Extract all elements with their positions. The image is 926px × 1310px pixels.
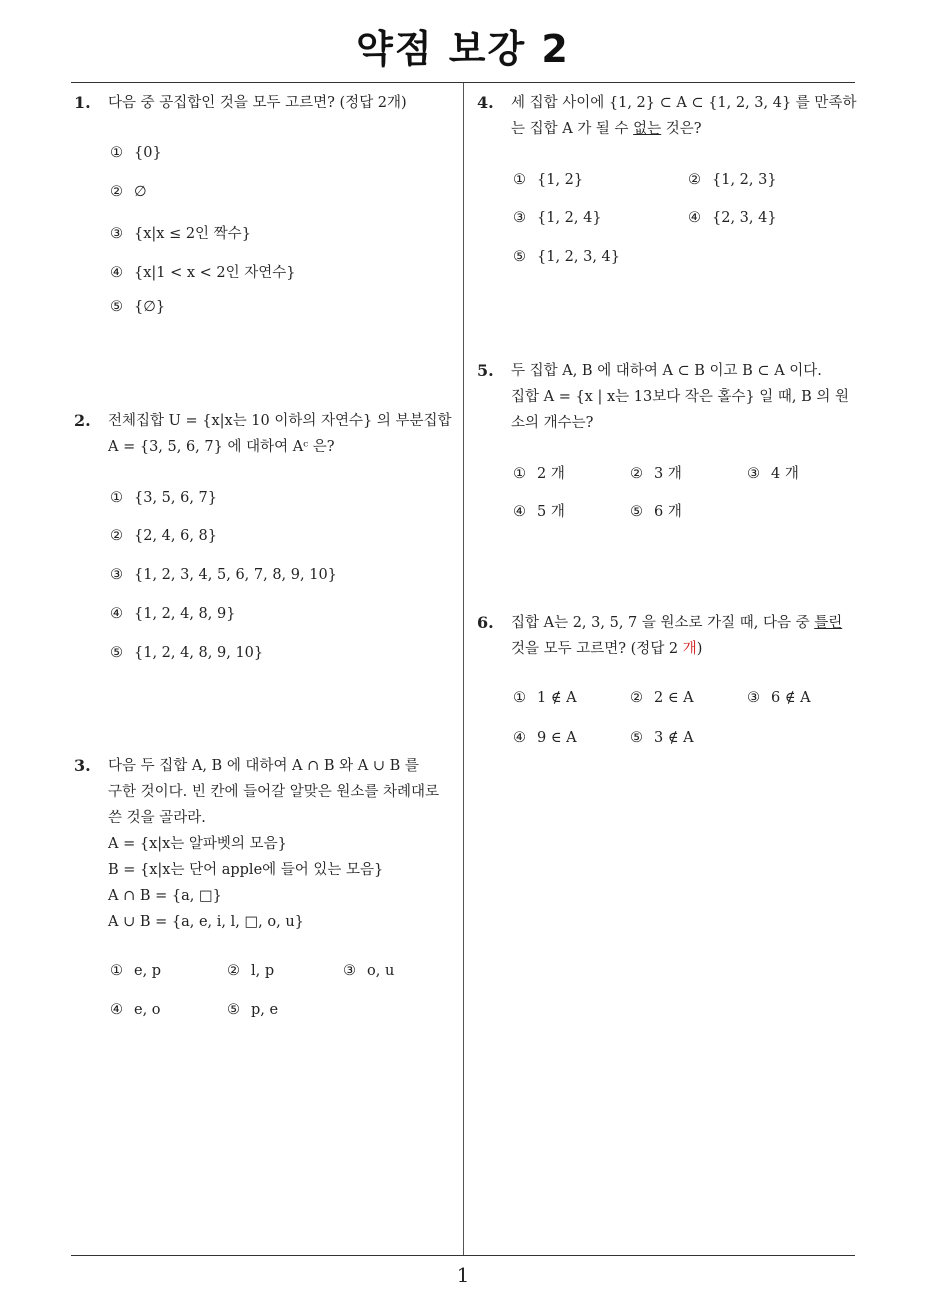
- option-1[interactable]: [110, 145, 162, 161]
- option-text: 9 ∈ A: [537, 730, 577, 746]
- option-1[interactable]: [513, 690, 577, 706]
- option-mark: ②: [110, 528, 123, 544]
- option-mark: ③: [110, 567, 123, 583]
- option-mark: ⑤: [227, 1002, 240, 1018]
- question-stem: [108, 753, 439, 935]
- question-number: 6.: [477, 613, 494, 632]
- option-text: {∅}: [134, 299, 166, 315]
- option-mark: ⑤: [630, 504, 643, 520]
- option-text: 6 개: [654, 504, 682, 520]
- option-1[interactable]: [513, 172, 583, 188]
- option-mark: ②: [110, 184, 123, 200]
- stem-text: 것은?: [661, 121, 702, 137]
- option-mark: ⑤: [630, 730, 643, 746]
- option-text: 2 ∈ A: [654, 690, 694, 706]
- option-text: 3 개: [654, 466, 682, 482]
- stem-text: 는 집합 A 가 될 수: [511, 121, 634, 137]
- option-3[interactable]: [513, 210, 602, 226]
- option-mark: ④: [110, 606, 123, 622]
- question-stem: [108, 408, 452, 460]
- stem-line: 다음 중 공집합인 것을 모두 고르면? (정답 2개): [108, 95, 407, 111]
- option-4[interactable]: [513, 500, 565, 521]
- option-mark: ④: [513, 504, 526, 520]
- option-mark: ③: [343, 963, 356, 979]
- stem-line: B = {x|x는 단어 apple에 들어 있는 모음}: [108, 862, 384, 878]
- stem-line: [511, 610, 842, 636]
- option-2[interactable]: [110, 528, 217, 544]
- option-5[interactable]: [513, 249, 620, 265]
- option-mark: ②: [227, 963, 240, 979]
- option-5[interactable]: [227, 1002, 278, 1018]
- option-mark: ①: [513, 690, 526, 706]
- option-4[interactable]: [110, 261, 296, 282]
- option-text: {0}: [134, 145, 162, 161]
- option-mark: ④: [110, 265, 123, 281]
- stem-line: 전체집합 U = {x|x는 10 이하의 자연수} 의 부분집합: [108, 413, 452, 429]
- option-text: {2, 4, 6, 8}: [134, 528, 218, 544]
- option-1[interactable]: [110, 490, 217, 506]
- option-3[interactable]: [747, 690, 811, 706]
- stem-line: 세 집합 사이에 {1, 2} ⊂ A ⊂ {1, 2, 3, 4} 를 만족하: [511, 95, 857, 111]
- option-mark: ⑤: [110, 645, 123, 661]
- option-3[interactable]: [343, 963, 394, 979]
- question-stem: [108, 90, 407, 116]
- option-mark: ②: [688, 172, 701, 188]
- question-number: 1.: [74, 93, 91, 112]
- stem-text: 것을 모두 고르면? (정답 2: [511, 641, 683, 657]
- underlined-keyword: 틀린: [814, 615, 843, 631]
- option-text: {1, 2}: [537, 172, 584, 188]
- stem-line: [511, 116, 856, 142]
- option-mark: ①: [513, 466, 526, 482]
- option-3[interactable]: [110, 567, 337, 583]
- option-mark: ①: [110, 490, 123, 506]
- option-5[interactable]: [110, 645, 263, 661]
- stem-line: 소의 개수는?: [511, 415, 594, 431]
- stem-line: 쓴 것을 골라라.: [108, 810, 206, 826]
- stem-text: ): [696, 641, 703, 657]
- question-stem: [511, 90, 856, 142]
- option-text: {1, 2, 4}: [537, 210, 602, 226]
- stem-line: 두 집합 A, B 에 대하여 A ⊂ B 이고 B ⊂ A 이다.: [511, 363, 822, 379]
- option-mark: ③: [110, 226, 123, 242]
- option-text: {2, 3, 4}: [712, 210, 777, 226]
- stem-line: A = {3, 5, 6, 7} 에 대하여 Aᶜ 은?: [108, 439, 335, 455]
- stem-line: [511, 636, 842, 662]
- question-4: [477, 90, 856, 142]
- page-title: 약점 보강 2: [356, 27, 570, 71]
- option-5[interactable]: [630, 500, 682, 521]
- stem-line: 구한 것이다. 빈 칸에 들어갈 알맞은 원소를 차례대로: [108, 784, 440, 800]
- option-mark: ③: [747, 690, 760, 706]
- option-text: 6 ∉ A: [771, 690, 811, 706]
- question-number: 2.: [74, 411, 91, 430]
- option-4[interactable]: [513, 730, 577, 746]
- question-3: [74, 753, 439, 935]
- option-mark: ④: [110, 1002, 123, 1018]
- question-number: 4.: [477, 93, 494, 112]
- option-3[interactable]: [110, 222, 251, 243]
- question-5: [477, 358, 849, 436]
- column-divider: [463, 83, 464, 1255]
- option-1[interactable]: [110, 963, 161, 979]
- highlighted-unit: 개: [682, 641, 697, 657]
- stem-line: A ∪ B = {a, e, i, l, □, o, u}: [108, 914, 304, 930]
- question-number: 3.: [74, 756, 91, 775]
- option-4[interactable]: [110, 1002, 161, 1018]
- option-mark: ⑤: [513, 249, 526, 265]
- option-5[interactable]: [110, 299, 165, 315]
- page-number: 1: [456, 1263, 470, 1287]
- option-text: {1, 2, 3}: [712, 172, 777, 188]
- option-2[interactable]: [110, 184, 147, 200]
- option-4[interactable]: [110, 606, 235, 622]
- option-text: {3, 5, 6, 7}: [134, 490, 218, 506]
- option-text: 3 ∉ A: [654, 730, 694, 746]
- option-text: {1, 2, 3, 4, 5, 6, 7, 8, 9, 10}: [134, 567, 337, 583]
- question-6: [477, 610, 842, 662]
- option-text: e, o: [134, 1002, 161, 1018]
- option-mark: ⑤: [110, 299, 123, 315]
- option-text: 1 ∉ A: [537, 690, 577, 706]
- stem-line: 다음 두 집합 A, B 에 대하여 A ∩ B 와 A ∪ B 를: [108, 758, 419, 774]
- option-4[interactable]: [688, 210, 777, 226]
- option-2[interactable]: [227, 963, 274, 979]
- question-2: [74, 408, 452, 460]
- stem-line: 집합 A = {x | x는 13보다 작은 홀수} 일 때, B 의 원: [511, 389, 850, 405]
- option-text: e, p: [134, 963, 162, 979]
- option-1[interactable]: [513, 462, 565, 483]
- option-2[interactable]: [630, 690, 694, 706]
- question-stem: [511, 610, 842, 662]
- option-text: {x|x ≤ 2인 짝수}: [134, 226, 251, 242]
- stem-line: A = {x|x는 알파벳의 모음}: [108, 836, 287, 852]
- option-mark: ②: [630, 690, 643, 706]
- stem-line: A ∩ B = {a, □}: [108, 888, 222, 904]
- option-text: l, p: [251, 963, 275, 979]
- option-text: o, u: [367, 963, 395, 979]
- option-text: 4 개: [771, 466, 799, 482]
- option-text: {1, 2, 3, 4}: [537, 249, 621, 265]
- option-mark: ③: [513, 210, 526, 226]
- option-text: {x|1 < x < 2인 자연수}: [134, 265, 296, 281]
- bottom-rule: [71, 1255, 855, 1256]
- option-5[interactable]: [630, 730, 694, 746]
- option-mark: ①: [110, 963, 123, 979]
- option-2[interactable]: [630, 462, 682, 483]
- option-mark: ①: [513, 172, 526, 188]
- option-text: ∅: [134, 184, 147, 200]
- stem-text: 집합 A는 2, 3, 5, 7 을 원소로 가질 때, 다음 중: [511, 615, 815, 631]
- question-number: 5.: [477, 361, 494, 380]
- option-mark: ③: [747, 466, 760, 482]
- option-text: p, e: [251, 1002, 279, 1018]
- option-mark: ④: [513, 730, 526, 746]
- option-text: 2 개: [537, 466, 565, 482]
- option-mark: ②: [630, 466, 643, 482]
- question-stem: [511, 358, 849, 436]
- option-text: {1, 2, 4, 8, 9, 10}: [134, 645, 264, 661]
- question-1: [74, 90, 407, 116]
- option-mark: ④: [688, 210, 701, 226]
- option-mark: ①: [110, 145, 123, 161]
- option-3[interactable]: [747, 462, 799, 483]
- option-2[interactable]: [688, 172, 777, 188]
- option-text: 5 개: [537, 504, 565, 520]
- underlined-keyword: 없는: [633, 121, 662, 137]
- option-text: {1, 2, 4, 8, 9}: [134, 606, 236, 622]
